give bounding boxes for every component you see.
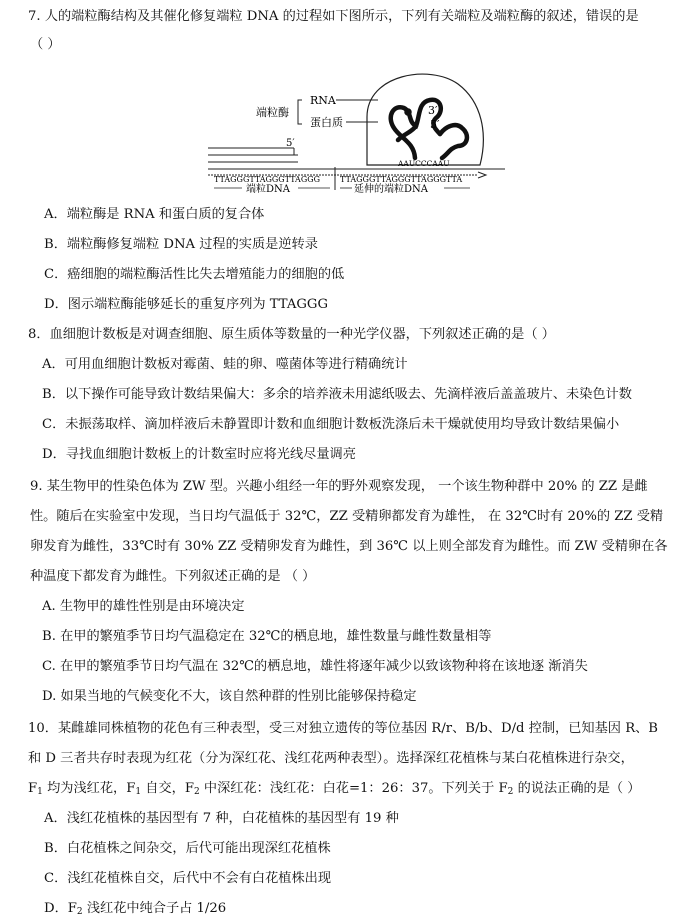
q9-stem-line2: 性。随后在实验室中发现，当日均气温低于 32℃，ZZ 受精卵都发育为雄性， 在 32℃时有 20%的 ZZ 受精 [30,509,664,524]
q7-option-b: B．端粒酶修复端粒 DNA 过程的实质是逆转录 [44,237,318,252]
q7-option-d: D．图示端粒酶能够延长的重复序列为 TTAGGG [44,297,329,312]
q7-stem: 7. 人的端粒酶结构及其催化修复端粒 DNA 的过程如下图所示，下列有关端粒及端粒酶的叙述，错误的是 [28,9,639,24]
protein-label: 蛋白质 [310,116,343,129]
seq-left: TTAGGGTTAGGGTTAGGG [214,175,320,184]
five-prime-inner-label: 5′ [430,118,440,131]
label-telomere-dna: 端粒DNA [246,184,290,195]
telomerase-diagram [190,62,510,202]
q9-option-a: A. 生物甲的雄性性别是由环境决定 [42,599,245,614]
rna-template-seq: AAUCCCAAU [398,159,450,168]
q7-option-c: C．癌细胞的端粒酶活性比失去增殖能力的细胞的低 [44,267,345,282]
enzyme-brace [298,100,302,124]
q10-option-b: B．白花植株之间杂交，后代可能出现深红花植株 [44,841,331,856]
rna-label: RNA [310,94,336,107]
label-extended-dna: 延伸的端粒DNA [354,184,428,195]
q8-option-c: C．未振荡取样、滴加样液后未静置即计数和血细胞计数板洗涤后未干燥就使用均导致计数结果偏小 [42,417,620,432]
seq-right: TTAGGGTTAGGGTTAGGGTTA [340,175,463,184]
q10-stem-line3: $F_1$ 均为浅红花，$F_1$ 自交，$F_2$ 中深红花：浅红花：白花=1：26：37。下列关于 $F_2$ 的说法正确的是（ ） [28,781,641,797]
q8-option-a: A．可用血细胞计数板对霉菌、蛙的卵、噬菌体等进行精确统计 [42,357,408,372]
q8-option-d: D．寻找血细胞计数板上的计数室时应将光线尽量调亮 [42,447,356,462]
q7-answer-paren: （ ） [30,37,61,52]
enzyme-outline [367,74,483,165]
enzyme-label: 端粒酶 [256,106,289,119]
q9-option-b: B. 在甲的繁殖季节日均气温稳定在 32℃的栖息地，雄性数量与雌性数量相等 [42,629,492,644]
q8-stem: 8．血细胞计数板是对调查细胞、原生质体等数量的一种光学仪器，下列叙述正确的是（ ） [28,327,555,342]
q9-stem-line4: 种温度下都发育为雌性。下列叙述正确的是 （ ） [30,569,316,584]
five-prime-top-label: 5′ [286,138,295,149]
q9-option-c: C. 在甲的繁殖季节日均气温在 32℃的栖息地，雄性将逐年减少以致该物种将在该地逐 渐消失 [42,659,588,674]
q7-option-a: A．端粒酶是 RNA 和蛋白质的复合体 [44,207,265,222]
q10-option-c: C．浅红花植株自交，后代中不会有白花植株出现 [44,871,332,886]
three-prime-label: 3′ [428,104,438,117]
q8-option-b: B．以下操作可能导致计数结果偏大：多余的培养液未用滤纸吸去、先滴样液后盖盖玻片、未染色计数 [42,387,632,402]
q9-stem-line1: 9. 某生物甲的性染色体为 ZW 型。兴趣小组经一年的野外观察发现， 一个该生物种群中 20% 的 ZZ 是雌 [30,479,648,494]
q9-stem-line3: 卵发育为雌性，33℃时有 30% ZZ 受精卵发育为雌性，到 36℃ 以上则全部发育为雌性。而 ZW 受精卵在各 [30,539,668,554]
q10-stem-line1: 10．某雌雄同株植物的花色有三种表型，受三对独立遗传的等位基因 R/r、B/b、D/d 控制，已知基因 R、B [28,721,658,736]
q10-option-a: A．浅红花植株的基因型有 7 种，白花植株的基因型有 19 种 [44,811,399,826]
q10-stem-line2: 和 D 三者共存时表现为红花（分为深红花、浅红花两种表型）。选择深红花植株与某白花植株进行杂交， [28,751,634,766]
q9-option-d: D. 如果当地的气候变化不大，该自然种群的性别比能够保持稳定 [42,689,417,704]
q10-option-d: D．$F_2$ 浅红花中纯合子占 1/26 [44,901,227,917]
